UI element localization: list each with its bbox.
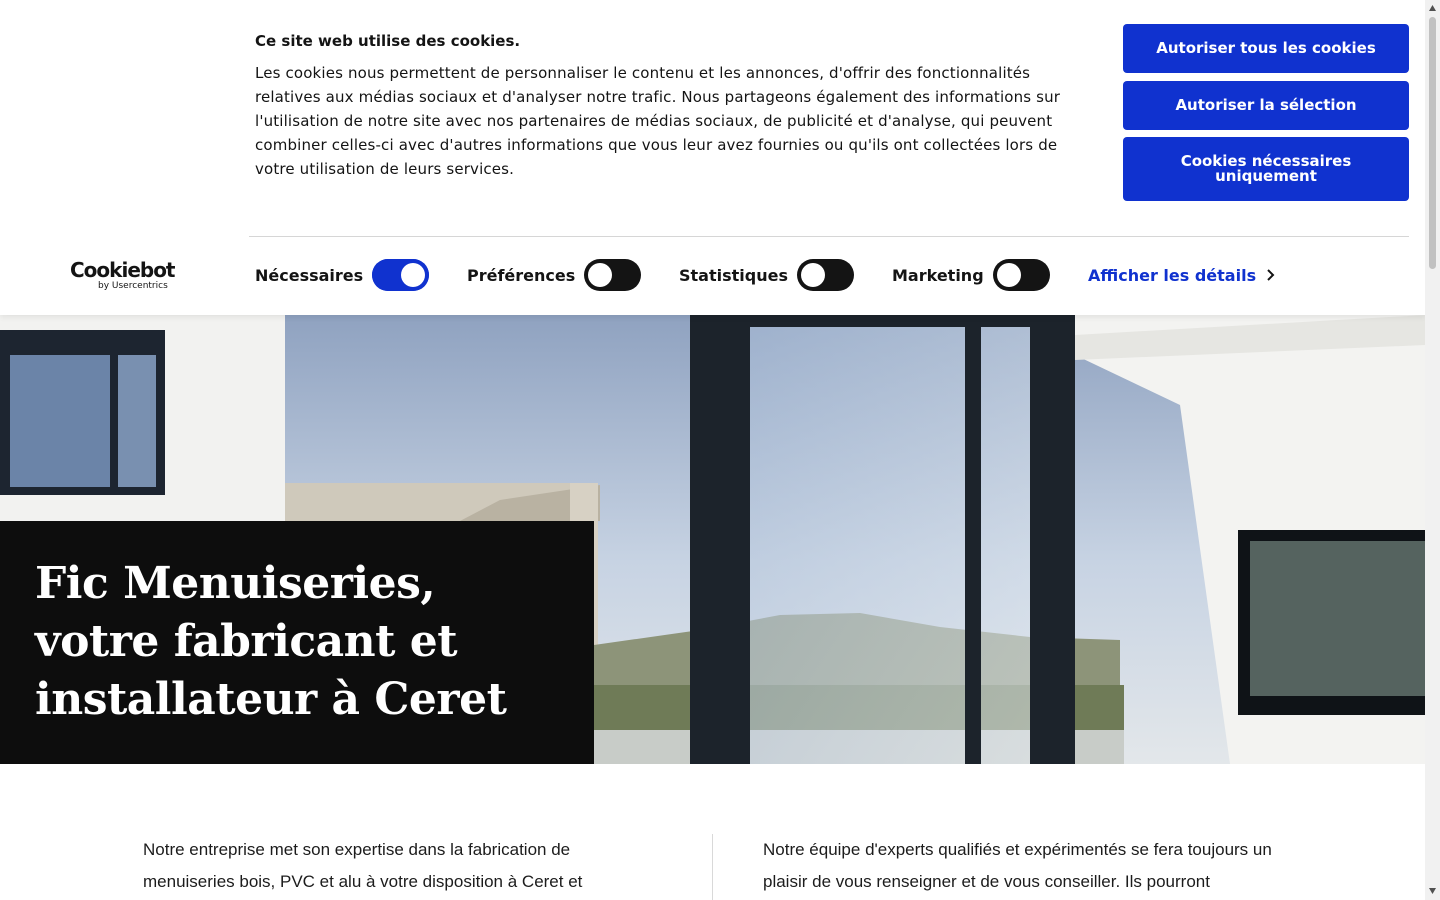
consent-label-necessary: Nécessaires: [255, 265, 364, 285]
toggle-knob: [401, 263, 425, 287]
toggle-knob: [801, 263, 825, 287]
toggle-necessary[interactable]: [372, 259, 429, 291]
consent-label-statistics: Statistiques: [679, 265, 788, 285]
scroll-up-arrow-icon[interactable]: [1428, 4, 1437, 12]
toggle-knob: [997, 263, 1021, 287]
intro-text-right: Notre équipe d'experts qualifiés et expérimentés se fera toujours un plaisir de vous renseigner et de vous conseiller. Ils pourront: [763, 840, 1272, 891]
intro-section: [0, 764, 1425, 900]
cookiebot-logo[interactable]: [70, 259, 174, 293]
allow-all-cookies-button[interactable]: Autoriser tous les cookies: [1123, 24, 1409, 73]
chevron-right-icon[interactable]: [1266, 268, 1276, 282]
cookie-banner-description: Les cookies nous permettent de personnaliser le contenu et les annonces, d'offrir des fonctionnalités relatives aux médias sociaux et d'analyser notre trafic. Nous partageons également des informations sur l'utilisation de notre site avec nos partenaires de médias sociaux, de publicité et d'analyse, qui peuvent combiner celles-ci avec d'autres informations que vous leur avez fournies ou qu'ils ont collectées lors de votre utilisation de leurs services.: [255, 64, 1061, 178]
hero-banner: [0, 315, 1425, 764]
page-scrollbar[interactable]: [1425, 0, 1440, 900]
hero-title: Fic Menuiseries, votre fabricant et installateur à Ceret: [35, 558, 507, 725]
allow-selection-button[interactable]: Autoriser la sélection: [1123, 81, 1409, 130]
toggle-marketing[interactable]: [993, 259, 1050, 291]
cookiebot-logo-byline: by Usercentrics: [98, 281, 168, 291]
consent-label-preferences: Préférences: [467, 265, 576, 285]
cookie-banner-divider: [249, 236, 1409, 237]
consent-item-preferences: [467, 258, 575, 292]
consent-label-marketing: Marketing: [892, 265, 984, 285]
cookiebot-logo-name: Cookiebot: [70, 258, 175, 282]
hero-title-box: [0, 521, 594, 764]
scrollbar-thumb[interactable]: [1429, 17, 1436, 269]
cookie-consent-banner: [0, 0, 1425, 315]
consent-item-necessary: [255, 258, 363, 292]
intro-text-left: Notre entreprise met son expertise dans la fabrication de menuiseries bois, PVC et alu à votre disposition à Ceret et: [143, 840, 583, 891]
show-details-link[interactable]: Afficher les détails: [1088, 265, 1257, 285]
toggle-preferences[interactable]: [584, 259, 641, 291]
consent-item-marketing: [892, 258, 984, 292]
intro-divider: [712, 834, 713, 900]
consent-item-statistics: [679, 258, 788, 292]
toggle-knob: [588, 263, 612, 287]
necessary-cookies-only-button[interactable]: Cookies nécessaires uniquement: [1123, 137, 1409, 201]
scroll-down-arrow-icon[interactable]: [1428, 887, 1437, 895]
cookie-banner-title: Ce site web utilise des cookies.: [255, 32, 521, 50]
toggle-statistics[interactable]: [797, 259, 854, 291]
